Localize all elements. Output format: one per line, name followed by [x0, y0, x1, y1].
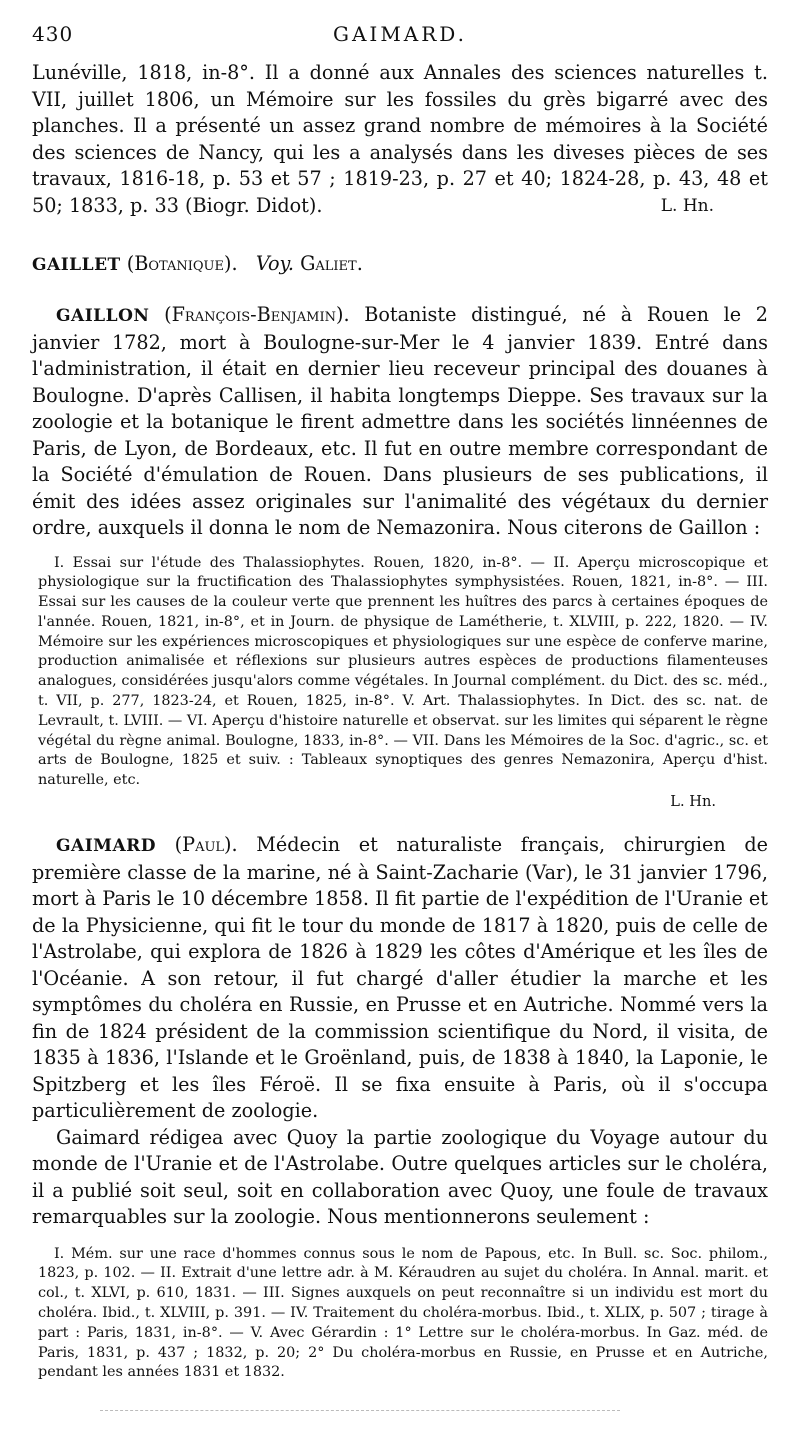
page-content	[32, 60, 768, 1383]
running-title: GAIMARD.	[333, 22, 467, 46]
entry-gaimard-text: Médecin et naturaliste français, chirurgien de première classe de la marine, né à Saint-Zacharie (Var), le 31 janvier 1796, mort à Paris le 10 décembre 1858. Il fit partie de l'expédition de l'Uranie et de la Physicienne, qui fit le tour du monde de 1817 à 1820, puis de celle de l'Astrolabe, qui explora de 1826 à 1829 les côtes d'Amérique et les îles de l'Océanie. A son retour, il fut chargé d'aller étudier la marche et les symptômes du choléra en Russie, en Prusse et en Autriche. Nommé vers la fin de 1824 président de la commission scientifique du Nord, il visita, de 1835 à 1836, l'Islande et le Groënland, puis, de 1838 à 1840, la Laponie, le Spitzberg et les îles Féroë. Il se fixa ensuite à Paris, où il s'occupa particulièrement de zoologie.	[32, 833, 768, 1123]
entry-gaillet-voy: Voy.	[255, 252, 294, 275]
running-head	[32, 22, 768, 52]
entry-gaillet-field: (Botanique).	[126, 252, 238, 275]
bottom-rule	[100, 1410, 620, 1411]
continued-entry	[32, 60, 768, 219]
entry-gaillon-works: I. Essai sur l'étude des Thalassiophytes. Rouen, 1820, in-8°. — II. Aperçu microscopique et physiologique sur la fructification des Thalassiophytes symphysistées. Rouen, 1821, in-8°. — III. Essai sur les causes de la couleur verte que prennent les huîtres des parcs à certaines époques de l'année. Rouen, 1821, in-8°, et in Journ. de physique de Lamétherie, t. XLVIII, p. 222, 1820. — IV. Mémoire sur les expériences microscopiques et physiologiques sur une espèce de conferve marine, production animalisée et réflexions sur plusieurs autres espèces de productions filamenteuses analogues, considérées jusqu'alors comme végétales. In Journal complément. du Dict. des sc. méd., t. VII, p. 277, 1823-24, et Rouen, 1825, in-8°. V. Art. Thalassiophytes. In Dict. des sc. nat. de Levrault, t. LVIII. — VI. Aperçu d'histoire naturelle et observat. sur les limites qui séparent le règne végétal du règne animal. Boulogne, 1833, in-8°. — VII. Dans les Mémoires de la Soc. d'agric., sc. et arts de Boulogne, 1825 et suiv. : Tableaux synoptiques des genres Nemazonira, Aperçu d'hist. naturelle, etc.	[38, 554, 768, 789]
continued-entry-signature: L. Hn.	[660, 195, 714, 216]
entry-gaimard-headword: GAIMARD	[56, 836, 157, 857]
entry-gaimard	[32, 832, 768, 1125]
entry-gaillet	[32, 251, 768, 278]
entry-gaimard-works: I. Mém. sur une race d'hommes connus sous le nom de Papous, etc. In Bull. sc. Soc. philom., 1823, p. 102. — II. Extrait d'une lettre adr. à M. Kéraudren au sujet du choléra. In Annal. marit. et col., t. XLVI, p. 610, 1831. — III. Signes auxquels on peut reconnaître si un individu est mort du choléra. Ibid., t. XLVIII, p. 391. — IV. Traitement du choléra-morbus. Ibid., t. XLIX, p. 507 ; tirage à part : Paris, 1831, in-8°. — V. Avec Gérardin : 1° Lettre sur le choléra-morbus. In Gaz. méd. de Paris, 1831, p. 437 ; 1832, p. 20; 2° Du choléra-morbus en Russie, en Prusse et en Autriche, pendant les années 1831 et 1832.	[38, 1245, 768, 1381]
entry-gaillon-signature: L. Hn.	[670, 793, 716, 811]
entry-gaimard-full-name: (Paul).	[174, 833, 238, 857]
entry-gaillet-headword: GAILLET	[32, 255, 121, 275]
entry-gaillon-text: Botaniste distingué, né à Rouen le 2 janvier 1782, mort à Boulogne-sur-Mer le 4 janvier 1839. Entré dans l'administration, il était en dernier lieu receveur principal des douanes à Boulogne. D'après Callisen, il habita longtemps Dieppe. Ses travaux sur la zoologie et la botanique le firent admettre dans les sociétés linnéennes de Paris, de Lyon, de Bordeaux, etc. Il fut en outre membre correspondant de la Société d'émulation de Rouen. Dans plusieurs de ses publications, il émit des idées assez originales sur l'animalité des végétaux du dernier ordre, auxquels il donna le nom de Nemazonira. Nous citerons de Gaillon :	[32, 303, 768, 539]
page-number: 430	[32, 22, 74, 46]
entry-gaillet-crossref: Galiet.	[300, 252, 363, 275]
entry-gaillon-full-name: (François-Benjamin).	[164, 303, 350, 326]
entry-gaillon-headword: GAILLON	[56, 306, 150, 326]
entry-gaillon	[32, 302, 768, 542]
continued-entry-text: Lunéville, 1818, in-8°. Il a donné aux Annales des sciences naturelles t. VII, juillet 1806, un Mémoire sur les fossiles du grès bigarré avec des planches. Il a présenté un assez grand nombre de mémoires à la Société des sciences de Nancy, qui les a analysés dans les diveses pièces de ses travaux, 1816-18, p. 53 et 57 ; 1819-23, p. 27 et 40; 1824-28, p. 43, 48 et 50; 1833, p. 33 (Biogr. Didot).	[32, 61, 768, 217]
entry-gaimard-paragraph-2: Gaimard rédigea avec Quoy la partie zoologique du Voyage autour du monde de l'Uranie et de l'Astrolabe. Outre quelques articles sur le choléra, il a publié soit seul, soit en collaboration avec Quoy, une foule de travaux remarquables sur la zoologie. Nous mentionnerons seulement :	[32, 1125, 768, 1229]
